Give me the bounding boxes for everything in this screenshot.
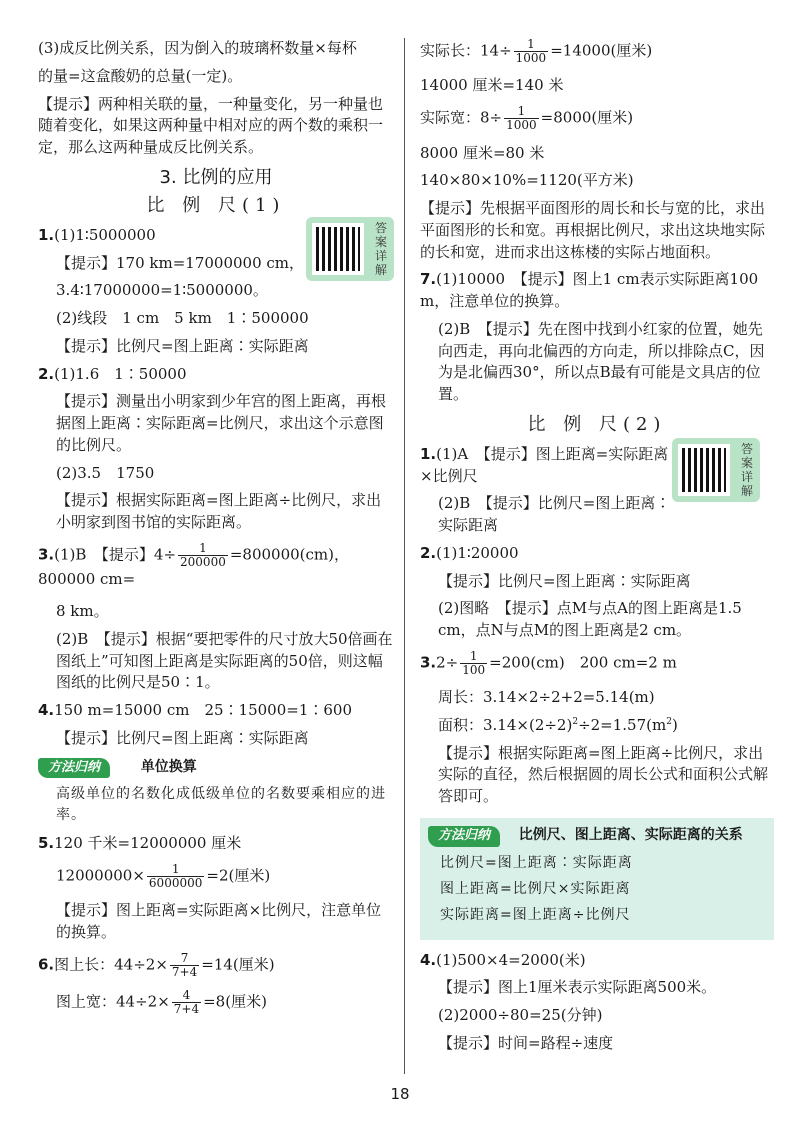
question-6: [38, 952, 394, 1017]
r3-l2: 周长：3.14×2÷2+2=5.14(m): [438, 688, 655, 707]
q2-hint2: 【提示】根据实际距离=图上距离÷比例尺，求出小明家到图书馆的实际距离。: [56, 491, 382, 532]
q5-hint: 【提示】图上距离=实际距离×比例尺，注意单位的换算。: [56, 901, 382, 941]
sub-title-scale-2: 比 例 尺(2): [527, 413, 667, 435]
r3-fraction: [460, 650, 487, 677]
r-question-4: [420, 950, 774, 1055]
q6c-l4: 8000 厘米=80 米: [420, 143, 545, 162]
q6c-l1-post: =14000(厘米): [550, 41, 653, 60]
question-3: [38, 542, 394, 694]
r-question-1: [420, 441, 774, 537]
method-rule-3: 实际距离=图上距离÷比例尺: [440, 907, 631, 924]
q2-hint1: 【提示】测量出小明家到少年宫的图上距离，再根据图上距离∶实际距离=比例尺，求出这个示意图的比例尺。: [56, 392, 387, 454]
q3-fraction: [178, 542, 228, 569]
column-divider: [404, 38, 405, 1074]
method-rule-1: 比例尺=图上距离∶实际距离: [440, 854, 633, 871]
q2-answer1: (1)1.6 1∶50000: [54, 364, 187, 383]
r2-number: 2.: [420, 543, 437, 562]
question-7: [420, 269, 774, 406]
r3-frac-numerator: 1: [460, 650, 487, 664]
r4-number: 4.: [420, 950, 437, 969]
left-column: [38, 38, 394, 1026]
q1-answer1: (1)1∶5000000: [54, 225, 156, 244]
q6c-l5: 140×80×10%=1120(平方米): [420, 171, 634, 190]
q6-l2-fraction: [172, 989, 201, 1016]
q7-answer1: (1)10000 【提示】图上1 cm表示实际距离100 m，注意单位的换算。: [420, 270, 759, 310]
intro-line1: (3)成反比例关系，因为倒入的玻璃杯数量×每杯: [38, 39, 357, 57]
qr-code-image-2: [678, 444, 730, 496]
q5-fraction: [147, 863, 204, 890]
qr-code-image: [312, 223, 364, 275]
r1-number: 1.: [420, 444, 437, 463]
r-question-2: [420, 543, 774, 642]
q6-l1-denominator: 7+4: [171, 964, 198, 979]
question-5: [38, 833, 394, 944]
section-title: 3. 比例的应用: [159, 166, 273, 188]
q6-l2-pre: 图上宽：44÷2×: [56, 992, 170, 1011]
r3-l1-pre: 2÷: [436, 653, 459, 672]
question-6-continued: [420, 38, 774, 263]
q4-number: 4.: [38, 701, 55, 720]
q2-answer2: (2)3.5 1750: [56, 463, 155, 482]
q5-answer1: 120 千米=12000000 厘米: [54, 834, 242, 852]
r2-answer2: (2)图略 【提示】点M与点A的图上距离是1.5 cm，点N与点M的图上距离是2 cm。: [438, 599, 742, 640]
q6-number: 6.: [38, 955, 55, 974]
page-number: 18: [390, 1085, 410, 1103]
q6-l2-denominator: 7+4: [173, 1002, 200, 1017]
q4-hint: 【提示】比例尺=图上距离∶实际距离: [56, 728, 309, 747]
method-tag: 方法归纳: [38, 758, 110, 779]
r3-l1-post: =200(cm) 200 cm=2 m: [489, 653, 677, 672]
intro-line2: 的量=这盒酸奶的总量(一定)。: [38, 66, 243, 85]
qr-label-2: 答案详解: [740, 441, 753, 498]
r2-hint1: 【提示】比例尺=图上距离∶实际距离: [438, 571, 691, 590]
q3-a1-pre: (1)B 【提示】4÷: [54, 545, 177, 564]
q6-l1-post: =14(厘米): [201, 955, 275, 974]
method-rule-2: 图上距离=比例尺×实际距离: [440, 881, 631, 898]
method-summary-scale: [420, 818, 774, 940]
q1-answer2: (2)线段 1 cm 5 km 1∶500000: [56, 309, 309, 328]
q5-a2-pre: 12000000×: [56, 866, 145, 885]
r4-hint2: 【提示】时间=路程÷速度: [438, 1033, 614, 1052]
q3-answer2: (2)B 【提示】根据“要把零件的尺寸放大50倍画在图纸上”可知图上距离是实际距离的50倍，则这幅图纸的比例尺是50∶1。: [56, 629, 393, 692]
q6c-l1-pre: 实际长：14÷: [420, 41, 512, 60]
method-body: 高级单位的名数化成低级单位的名数要乘相应的进率。: [56, 786, 386, 823]
q6-l1-pre: 图上长：44÷2×: [54, 955, 168, 974]
q6c-l3-pre: 实际宽：8÷: [420, 108, 503, 127]
r3-number: 3.: [420, 653, 437, 672]
r3-hint: 【提示】根据实际距离=图上距离÷比例尺，求出实际的直径，然后根据圆的周长公式和面积公式解答即可。: [438, 743, 769, 806]
q6c-l2: 14000 厘米=140 米: [420, 76, 564, 95]
r4-hint1: 【提示】图上1厘米表示实际距离500米。: [438, 978, 717, 997]
r4-answer1: (1)500×4=2000(米): [436, 950, 586, 969]
q3-a1-post: =800000(cm)，800000 cm=: [38, 545, 350, 589]
q5-a2-post: =2(厘米): [206, 866, 271, 885]
q4-answer: 150 m=15000 cm 25∶15000=1∶600: [54, 701, 352, 720]
r1-answer2: (2)B 【提示】比例尺=图上距离∶实际距离: [438, 494, 671, 535]
r2-answer1: (1)1∶20000: [436, 543, 519, 562]
q3-number: 3.: [38, 545, 55, 564]
q6-l2-numerator: 4: [172, 989, 201, 1003]
q1-number: 1.: [38, 225, 55, 244]
q1-hint1: 【提示】170 km=17000000 cm，: [56, 253, 305, 272]
q3-frac-numerator: 1: [178, 542, 228, 556]
q1-hint2: 【提示】比例尺=图上距离∶实际距离: [56, 336, 309, 355]
q6c-hint: 【提示】先根据平面图形的周长和长与宽的比，求出平面图形的长和宽。再根据比例尺，求出这块地实际的长和宽，进而求出这栋楼的实际占地面积。: [420, 199, 766, 261]
method-title-2: 比例尺、图上距离、实际距离的关系: [518, 826, 743, 843]
q6c-l1-fraction: [514, 38, 549, 65]
r3-l3-end: ): [671, 715, 678, 734]
q1-hint1b: 3.4∶17000000=1∶5000000。: [56, 281, 268, 300]
method-tag-2: 方法归纳: [428, 826, 500, 847]
sub-title-scale-1: 比 例 尺(1): [146, 194, 286, 216]
q7-answer2: (2)B 【提示】先在图中找到小红家的位置，她先向西走，再向北偏西的方向走，所以排除点C，因为是北偏西30°，所以点B最有可能是文具店的位置。: [438, 319, 765, 403]
qr-code-answer[interactable]: [306, 217, 394, 281]
question-1: [38, 220, 394, 358]
q6-l2-post: =8(厘米): [203, 992, 267, 1011]
q3-a1-cont: 8 km。: [56, 602, 109, 621]
r-question-3: [420, 650, 774, 808]
r3-l3-mid: ÷2=1.57(m: [578, 715, 667, 734]
q7-number: 7.: [420, 270, 437, 289]
q5-frac-numerator: 1: [147, 863, 204, 877]
right-column: [420, 38, 774, 1061]
q5-number: 5.: [38, 834, 55, 852]
question-2: [38, 364, 394, 534]
q6-l1-numerator: 7: [170, 952, 199, 966]
r3-l3: [420, 715, 774, 737]
qr-code-answer-2[interactable]: [672, 438, 760, 502]
q6c-l1-numerator: 1: [514, 38, 549, 52]
q6c-l3-numerator: 1: [504, 105, 539, 119]
q6c-l3-post: =8000(厘米): [540, 108, 634, 127]
r1-answer1: (1)A 【提示】图上距离=实际距离×比例尺: [420, 444, 669, 485]
q6c-l1-denominator: 1000: [515, 51, 547, 66]
r3-l3-sup2: 2: [666, 716, 672, 727]
method-title: 单位换算: [140, 758, 197, 775]
r3-l3-pre: 面积：3.14×(2÷2): [438, 715, 573, 734]
q6c-l3-fraction: [504, 105, 539, 132]
r4-answer2: (2)2000÷80=25(分钟): [438, 1006, 603, 1025]
q5-frac-denominator: 6000000: [148, 875, 203, 890]
method-summary-unit: [38, 756, 394, 825]
intro-hint: 【提示】两种相关联的量，一种量变化，另一种量也随着变化，如果这两种量中相对应的两个数的乘积一定，那么这两种量成反比例关系。: [38, 94, 384, 156]
r3-frac-denominator: 100: [462, 663, 486, 678]
q2-number: 2.: [38, 364, 55, 383]
q6c-l3-denominator: 1000: [506, 118, 537, 133]
question-4: [38, 700, 394, 750]
q3-frac-denominator: 200000: [180, 555, 226, 570]
r3-l3-sup: 2: [572, 716, 579, 727]
qr-label: 答案详解: [374, 220, 387, 277]
q6-l1-fraction: [170, 952, 199, 979]
